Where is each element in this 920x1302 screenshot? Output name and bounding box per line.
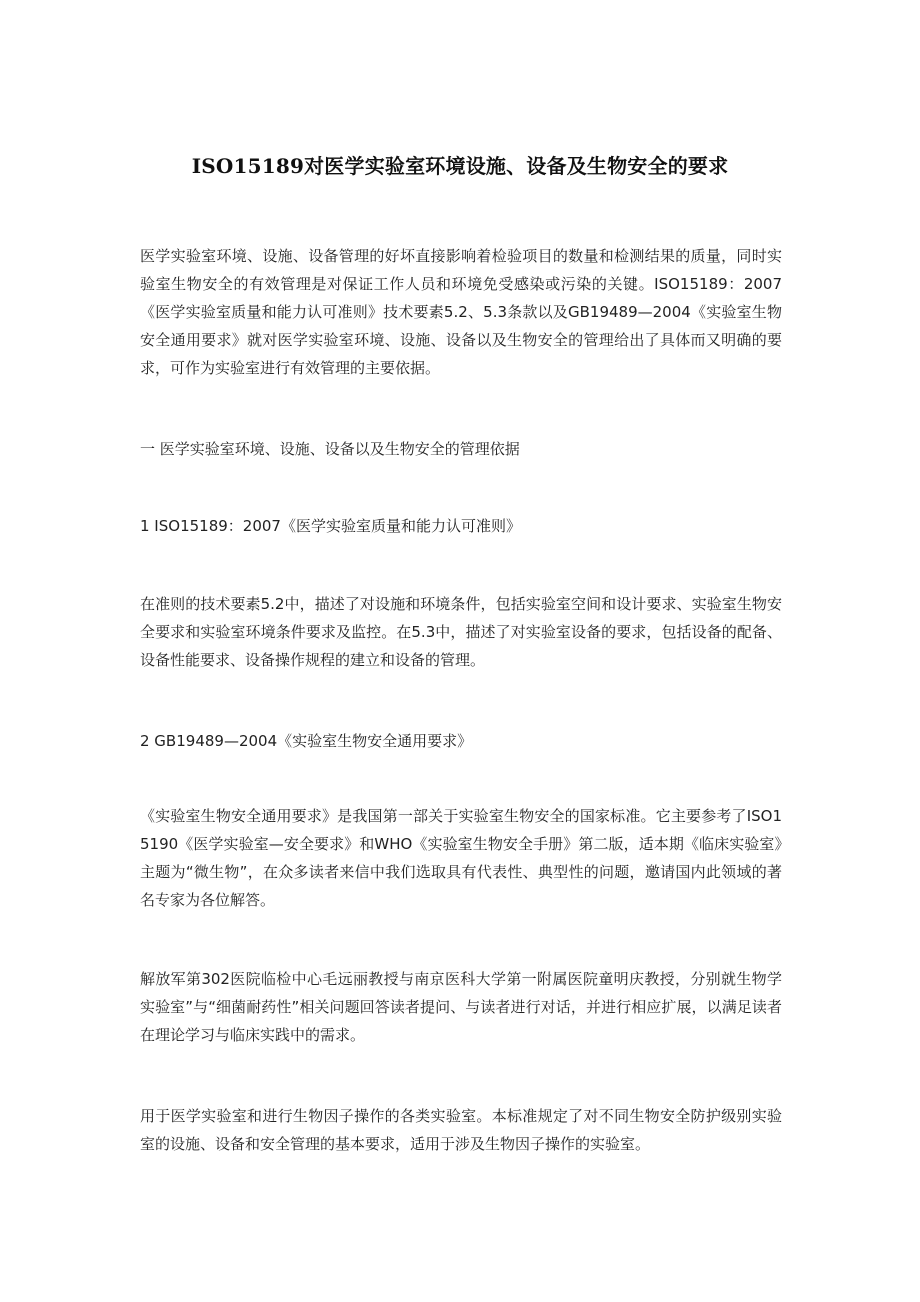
document-title: ISO15189对医学实验室环境设施、设备及生物安全的要求 [191,154,729,178]
subsection-one-paragraph: 在准则的技术要素5.2中，描述了对设施和环境条件，包括实验室空间和设计要求、实验室生物安全要求和实验室环境条件要求及监控。在5.3中，描述了对实验室设备的要求，包括设备的配备、设备性能要求、设备操作规程的建立和设备的管理。 [140,595,782,669]
intro-paragraph: 医学实验室环境、设施、设备管理的好坏直接影响着检验项目的数量和检测结果的质量，同时实验室生物安全的有效管理是对保证工作人员和环境免受感染或污染的关键。ISO15189：2007《医学实验室质量和能力认可准则》技术要素5.2、5.3条款以及GB19489—2004《实验室生物安全通用要求》就对医学实验室环境、设施、设备以及生物安全的管理给出了具体而又明确的要求，可作为实验室进行有效管理的主要依据。 [140,247,782,377]
section-one-heading: 一 医学实验室环境、设施、设备以及生物安全的管理依据 [140,440,520,458]
subsection-two-paragraph: 《实验室生物安全通用要求》是我国第一部关于实验室生物安全的国家标准。它主要参考了ISO15190《医学实验室—安全要求》和WHO《实验室生物安全手册》第二版，适本期《临床实验室》主题为“微生物”，在众多读者来信中我们选取具有代表性、典型性的问题，邀请国内此领域的著名专家为各位解答。 [140,807,782,909]
scope-paragraph: 用于医学实验室和进行生物因子操作的各类实验室。本标准规定了对不同生物安全防护级别实验室的设施、设备和安全管理的基本要求，适用于涉及生物因子操作的实验室。 [140,1107,782,1153]
subsection-two-heading: 2 GB19489—2004《实验室生物安全通用要求》 [140,732,473,750]
subsection-one-heading: 1 ISO15189：2007《医学实验室质量和能力认可准则》 [140,517,521,535]
experts-paragraph: 解放军第302医院临检中心毛远丽教授与南京医科大学第一附属医院童明庆教授，分别就生物学实验室”与“细菌耐药性”相关问题回答读者提问、与读者进行对话，并进行相应扩展，以满足读者在理论学习与临床实践中的需求。 [140,970,782,1044]
